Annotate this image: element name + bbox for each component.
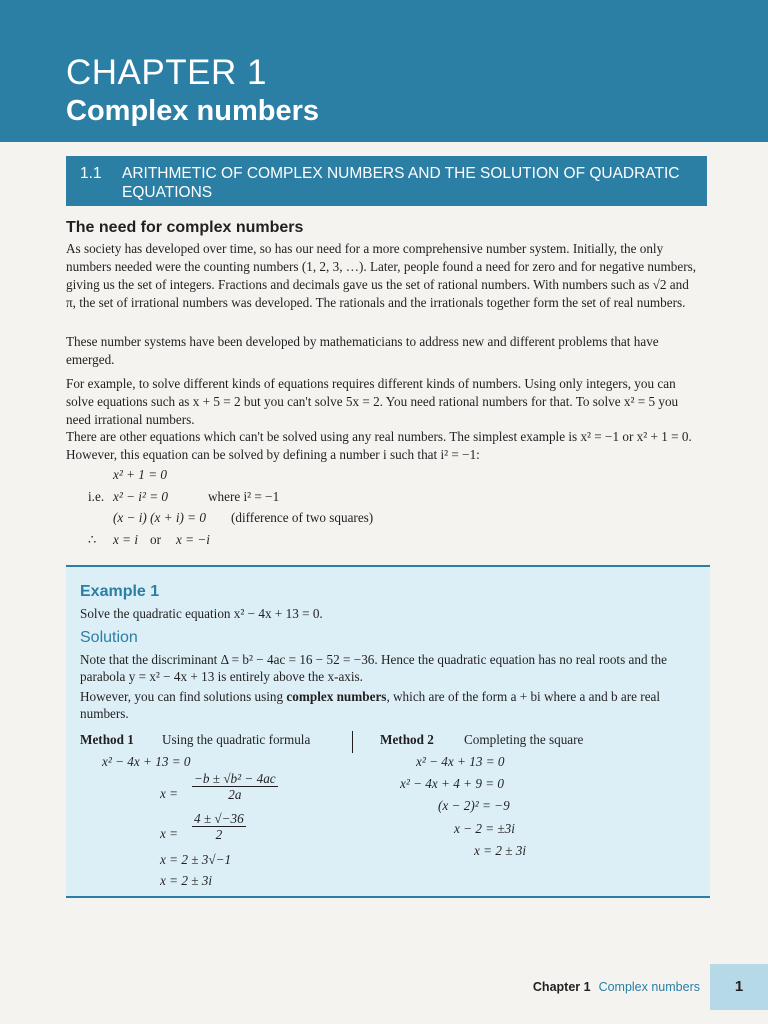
solution-text-b: , which are of the form a + bi where a and b are real numbers. — [80, 689, 661, 721]
method-2-eq-1: x² − 4x + 13 = 0 — [416, 754, 505, 769]
solution-text-a: However, you can find solutions using — [80, 689, 287, 704]
paragraph-2: These number systems have been developed by mathematicians to address new and different problems that have emerged. — [66, 334, 659, 367]
derivation-line-4a: x = i — [113, 532, 139, 547]
method-1-eq-5: x = 2 ± 3i — [160, 873, 213, 888]
section-heading — [66, 156, 707, 206]
chapter-label: CHAPTER 1 — [66, 53, 267, 92]
paragraph-4: There are other equations which can't be solved using any real numbers. The simplest example is x² = −1 or x² + 1 = 0. However, this equation can be solved by defining a number i such that i² = −1: — [66, 429, 692, 462]
method-2-eq-2: x² − 4x + 4 + 9 = 0 — [400, 776, 505, 791]
derivation-line-3: (x − i) (x + i) = 0 — [113, 510, 206, 525]
derivation-line-1: x² + 1 = 0 — [113, 467, 167, 482]
derivation-or: or — [150, 532, 161, 547]
method-1-title: Using the quadratic formula — [162, 732, 311, 747]
paragraph-1: As society has developed over time, so has our need for a more comprehensive number system. Initially, the only numbers needed were the counting numbers (1, 2, 3, …). Later, people found a need for zero and for negative numbers, giving us the set of integers. Fractions and decimals gave us the set of rational numbers. With numbers such as √2 and π, the set of irrational numbers was developed. The rationals and the irrationals together form the set of real numbers. — [66, 241, 697, 310]
example-heading: Example 1 — [80, 583, 160, 600]
chapter-banner — [0, 0, 768, 142]
chapter-title: Complex numbers — [66, 95, 319, 127]
fraction-2-numerator: 4 ± √−36 — [194, 811, 244, 826]
method-1-eq-1: x² − 4x + 13 = 0 — [102, 754, 191, 769]
example-box — [66, 565, 710, 898]
method-1-x-eq-1: x = — [160, 786, 179, 801]
footer-chapter: Chapter 1 — [532, 980, 591, 994]
example-prompt: Solve the quadratic equation x² − 4x + 13 = 0. — [80, 606, 323, 621]
fraction-2-denominator: 2 — [215, 827, 223, 842]
derivation-line-2-note: where i² = −1 — [208, 489, 280, 504]
method-2-label: Method 2 — [380, 732, 434, 747]
derivation-line-3-note: (difference of two squares) — [231, 510, 374, 525]
page-number: 1 — [710, 964, 768, 1010]
footer-chapter-name: Complex numbers — [598, 980, 700, 994]
method-1-fraction-2 — [192, 811, 246, 842]
method-2-eq-3: (x − 2)² = −9 — [438, 798, 510, 813]
method-1-eq-4: x = 2 ± 3√−1 — [160, 852, 232, 867]
method-2-eq-5: x = 2 ± 3i — [474, 843, 527, 858]
derivation-line-2: x² − i² = 0 — [113, 489, 169, 504]
solution-heading: Solution — [80, 629, 138, 646]
method-1-x-eq-2: x = — [160, 826, 179, 841]
method-2-eq-4: x − 2 = ±3i — [454, 821, 515, 836]
fraction-1-denominator: 2a — [228, 787, 242, 802]
method-1-label: Method 1 — [80, 732, 134, 747]
subheading: The need for complex numbers — [66, 219, 304, 236]
therefore-symbol: ∴ — [88, 532, 97, 547]
page-footer — [533, 980, 700, 994]
solution-paragraph-2 — [80, 688, 698, 722]
solution-bold-term: complex numbers — [286, 689, 387, 704]
derivation-ie: i.e. — [88, 489, 105, 504]
paragraph-3: For example, to solve different kinds of equations requires different kinds of numbers. Using only integers, you can solve equations such as x + 5 = 2 but you can't solve 5x = 2. You need rational numbers for that. To solve x² = 5 you need irrational numbers. — [66, 376, 679, 427]
method-1-fraction-1 — [192, 771, 278, 802]
method-2-title: Completing the square — [464, 732, 584, 747]
solution-paragraph-1: Note that the discriminant Δ = b² − 4ac = 16 − 52 = −36. Hence the quadratic equation has no real roots and the parabola y = x² − 4x + 13 is entirely above the x-axis. — [80, 652, 667, 684]
method-divider — [352, 731, 353, 753]
section-title: ARITHMETIC OF COMPLEX NUMBERS AND THE SOLUTION OF QUADRATIC EQUATIONS — [122, 165, 680, 201]
fraction-1-numerator: −b ± √b² − 4ac — [194, 771, 276, 786]
derivation-line-4b: x = −i — [176, 532, 210, 547]
section-number: 1.1 — [80, 165, 102, 182]
